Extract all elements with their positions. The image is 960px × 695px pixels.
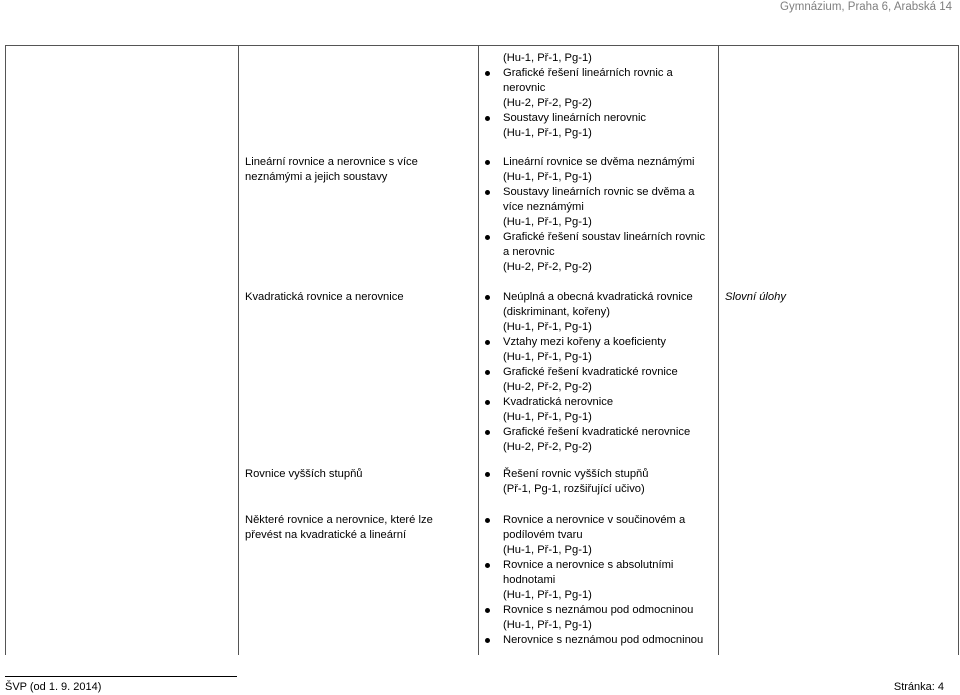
item-label: Řešení rovnic vyšších stupňů <box>503 468 649 480</box>
row-3-items <box>485 467 710 497</box>
list-item <box>485 365 710 380</box>
column-divider-1 <box>238 45 239 655</box>
item-note: (Hu-1, Př-1, Pg-1) <box>503 321 592 333</box>
item-note: (Hu-1, Př-1, Pg-1) <box>503 544 592 556</box>
item-label: Kvadratická nerovnice <box>503 396 614 408</box>
item-label: Rovnice a nerovnice s absolutními hodnotami <box>503 559 674 586</box>
item-note: (Hu-1, Př-1, Pg-1) <box>503 411 592 423</box>
row-0-items <box>485 66 710 141</box>
list-item <box>485 633 710 648</box>
footer-version: ŠVP (od 1. 9. 2014) <box>5 681 102 693</box>
list-item <box>485 290 710 320</box>
item-note: (Hu-1, Př-1, Pg-1) <box>503 351 592 363</box>
curriculum-table <box>5 45 959 655</box>
item-note: (Hu-2, Př-2, Pg-2) <box>503 441 592 453</box>
item-note: (Hu-1, Př-1, Pg-1) <box>503 216 592 228</box>
row-4-topic: Některé rovnice a nerovnice, které lze převést na kvadratické a lineární <box>245 514 433 541</box>
item-note: (Hu-1, Př-1, Pg-1) <box>503 619 592 631</box>
item-note: (Hu-2, Př-2, Pg-2) <box>503 261 592 273</box>
list-item <box>485 155 710 170</box>
list-item <box>485 425 710 440</box>
list-item <box>485 66 710 96</box>
list-item <box>485 185 710 215</box>
list-item <box>485 335 710 350</box>
row-2-topic: Kvadratická rovnice a nerovnice <box>245 291 404 303</box>
item-note: (Hu-1, Př-1, Pg-1) <box>503 127 592 139</box>
footer-rule <box>5 676 237 677</box>
column-divider-3 <box>718 45 719 655</box>
item-note: (Hu-2, Př-2, Pg-2) <box>503 97 592 109</box>
item-note: (Př-1, Pg-1, rozšiřující učivo) <box>503 483 645 495</box>
list-item <box>485 395 710 410</box>
row-4-items <box>485 513 710 648</box>
row-2-side-note: Slovní úlohy <box>725 291 786 303</box>
item-label: Grafické řešení lineárních rovnic a nerovnic <box>503 67 673 94</box>
item-label: Nerovnice s neznámou pod odmocninou <box>503 634 704 646</box>
item-note: (Hu-1, Př-1, Pg-1) <box>503 589 592 601</box>
item-label: Neúplná a obecná kvadratická rovnice (diskriminant, kořeny) <box>503 291 693 318</box>
item-label: Vztahy mezi kořeny a koeficienty <box>503 336 666 348</box>
list-item <box>485 230 710 260</box>
item-label: Rovnice a nerovnice v součinovém a podílovém tvaru <box>503 514 686 541</box>
item-label: Rovnice s neznámou pod odmocninou <box>503 604 694 616</box>
item-note: (Hu-2, Př-2, Pg-2) <box>503 381 592 393</box>
list-item <box>485 467 710 482</box>
list-item <box>485 558 710 588</box>
list-item <box>485 513 710 543</box>
item-label: Lineární rovnice se dvěma neznámými <box>503 156 695 168</box>
item-label: Soustavy lineárních rovnic se dvěma a více neznámými <box>503 186 695 213</box>
row-1-items <box>485 155 710 275</box>
footer-page-number: Stránka: 4 <box>893 681 944 693</box>
row-0-top-note: (Hu-1, Př-1, Pg-1) <box>503 52 592 64</box>
list-item <box>485 111 710 126</box>
item-label: Soustavy lineárních nerovnic <box>503 112 647 124</box>
item-label: Grafické řešení kvadratické nerovnice <box>503 426 691 438</box>
item-label: Grafické řešení soustav lineárních rovnic a nerovnic <box>503 231 706 258</box>
header-school-name: Gymnázium, Praha 6, Arabská 14 <box>780 1 952 13</box>
column-divider-2 <box>478 45 479 655</box>
item-note: (Hu-1, Př-1, Pg-1) <box>503 171 592 183</box>
row-3-topic: Rovnice vyšších stupňů <box>245 468 363 480</box>
row-2-items <box>485 290 710 455</box>
list-item <box>485 603 710 618</box>
row-1-topic: Lineární rovnice a nerovnice s více neznámými a jejich soustavy <box>245 156 418 183</box>
item-label: Grafické řešení kvadratické rovnice <box>503 366 678 378</box>
